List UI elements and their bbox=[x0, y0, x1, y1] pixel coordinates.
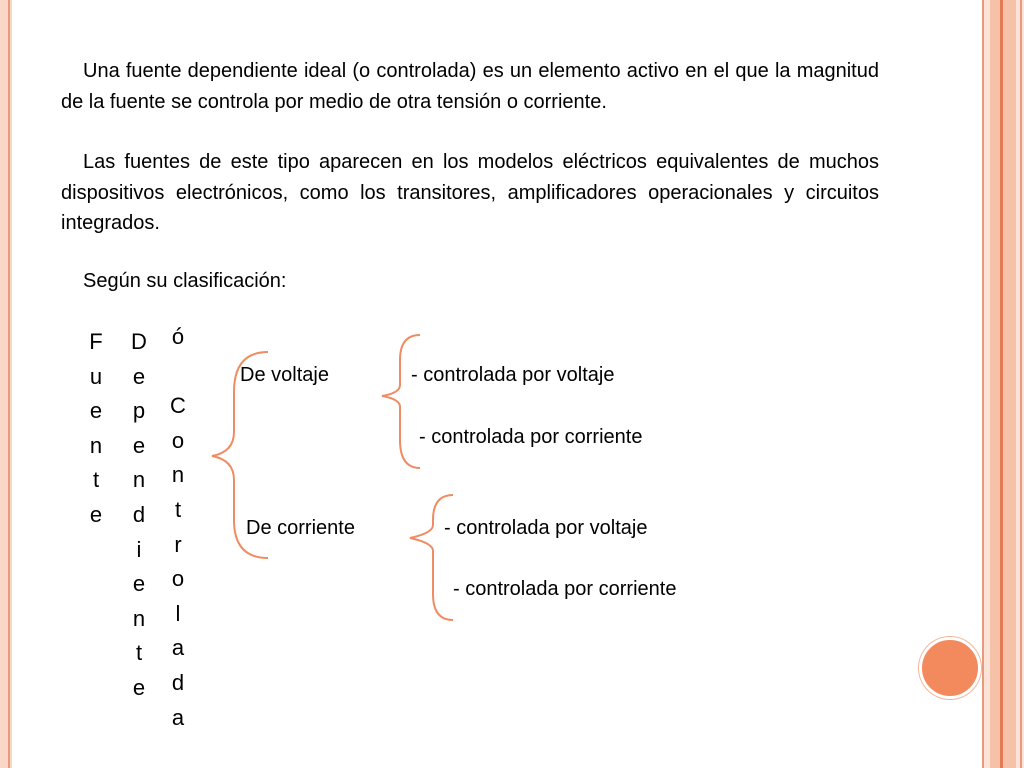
letter: t bbox=[174, 496, 182, 522]
item-voltaje-controlada-por-voltaje: - controlada por voltaje bbox=[411, 364, 615, 386]
letter: e bbox=[132, 571, 146, 597]
group-label-voltaje: De voltaje bbox=[240, 364, 329, 386]
letter: d bbox=[132, 501, 146, 527]
vertical-word-dependiente bbox=[129, 325, 149, 706]
letter: n bbox=[89, 432, 103, 458]
letter bbox=[168, 355, 188, 390]
paragraph-definition: Una fuente dependiente ideal (o controlada) es un elemento activo en el que la magnitud de la fuente se controla por medio de otra tensión o corriente. bbox=[61, 60, 879, 113]
letter: e bbox=[132, 432, 146, 458]
item-voltaje-controlada-por-corriente: - controlada por corriente bbox=[419, 426, 643, 448]
letter: l bbox=[175, 600, 181, 626]
letter: n bbox=[171, 462, 185, 488]
letter: p bbox=[132, 398, 146, 424]
letter: e bbox=[132, 363, 146, 389]
letter: u bbox=[89, 363, 103, 389]
letter: d bbox=[171, 669, 185, 695]
right-frame-border bbox=[982, 0, 1024, 768]
voltaje-curly-brace bbox=[382, 335, 420, 468]
letter: r bbox=[174, 531, 182, 557]
letter: a bbox=[171, 635, 185, 661]
group-label-corriente: De corriente bbox=[246, 517, 355, 539]
letter: t bbox=[92, 467, 100, 493]
letter: a bbox=[171, 704, 185, 730]
letter: o bbox=[171, 427, 185, 453]
item-corriente-controlada-por-voltaje: - controlada por voltaje bbox=[444, 517, 648, 539]
decorative-orange-circle bbox=[919, 637, 981, 699]
letter: e bbox=[89, 398, 103, 424]
left-frame-border bbox=[0, 0, 12, 768]
letter: t bbox=[135, 640, 143, 666]
item-corriente-controlada-por-corriente: - controlada por corriente bbox=[453, 578, 677, 600]
letter: F bbox=[89, 329, 103, 354]
classification-heading: Según su clasificación: bbox=[83, 270, 287, 292]
letter: e bbox=[89, 501, 103, 527]
letter: i bbox=[136, 536, 142, 562]
letter: n bbox=[132, 605, 146, 631]
letter: e bbox=[132, 674, 146, 700]
paragraph-applications: Las fuentes de este tipo aparecen en los modelos eléctricos equivalentes de muchos dispositivos electrónicos, como los transitores, amplificadores operacionales y circuitos integrados. bbox=[61, 151, 879, 234]
letter: n bbox=[132, 467, 146, 493]
letter: D bbox=[131, 329, 147, 354]
corriente-curly-brace bbox=[410, 495, 453, 620]
letter: o bbox=[171, 566, 185, 592]
vertical-word-fuente bbox=[86, 325, 106, 533]
letter: C bbox=[170, 393, 186, 419]
vertical-word-o-controlada bbox=[168, 320, 188, 735]
letter: ó bbox=[171, 324, 185, 349]
